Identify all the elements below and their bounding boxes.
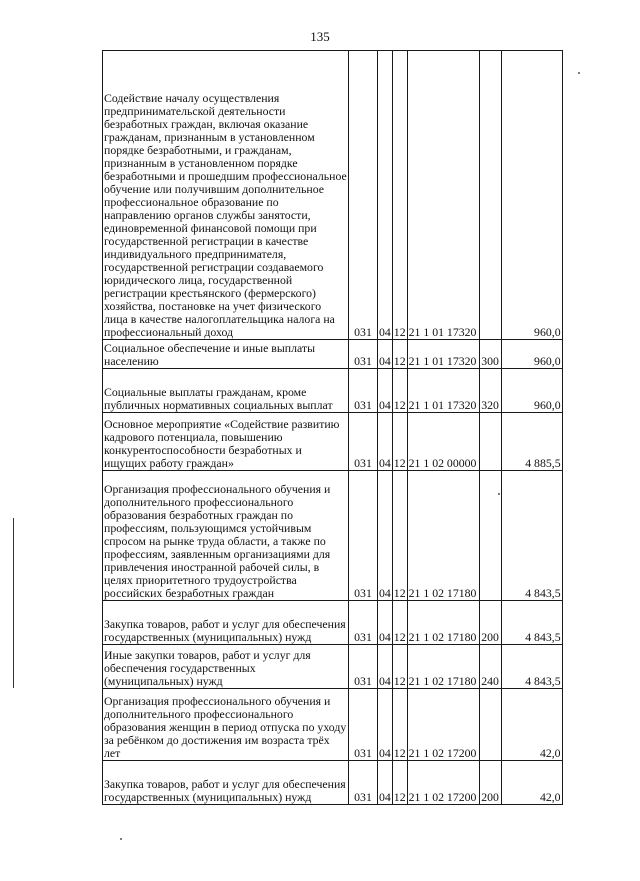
row-vr: 240 [479, 645, 501, 689]
row-ved: 031 [349, 689, 378, 761]
row-csr: 21 1 02 17180 [407, 471, 479, 601]
row-rz: 04 [378, 601, 393, 645]
row-pr: 12 [392, 689, 407, 761]
row-ved: 031 [349, 413, 378, 471]
row-name: Социальное обеспечение и иные выплаты населению [103, 340, 349, 369]
row-vr [479, 471, 501, 601]
scan-speck [120, 838, 122, 840]
row-csr: 21 1 01 17320 [407, 369, 479, 413]
row-ved: 031 [349, 340, 378, 369]
row-name: Организация профессионального обучения и дополнительного профессионального образования женщин в период отпуска по уходу за ребёнком до достижения им возраста трёх лет [103, 689, 349, 761]
row-csr: 21 1 02 17180 [407, 645, 479, 689]
row-pr: 12 [392, 761, 407, 805]
table-row [103, 601, 563, 645]
table-row [103, 471, 563, 601]
row-ved: 031 [349, 51, 378, 340]
row-vr [479, 51, 501, 340]
row-rz: 04 [378, 340, 393, 369]
row-csr: 21 1 01 17320 [407, 340, 479, 369]
scan-speck [578, 72, 580, 74]
table-row [103, 689, 563, 761]
row-rz: 04 [378, 761, 393, 805]
row-pr: 12 [392, 340, 407, 369]
budget-table [102, 50, 563, 805]
row-pr: 12 [392, 369, 407, 413]
table-row [103, 761, 563, 805]
row-name: Основное мероприятие «Содействие развитию кадрового потенциала, повышению конкурентоспособности безработных и ищущих работу граждан» [103, 413, 349, 471]
row-sum: 42,0 [501, 689, 562, 761]
table-row [103, 413, 563, 471]
table-row [103, 51, 563, 340]
row-rz: 04 [378, 471, 393, 601]
row-csr: 21 1 02 17180 [407, 601, 479, 645]
row-vr: 200 [479, 601, 501, 645]
table-row [103, 340, 563, 369]
row-sum: 960,0 [501, 340, 562, 369]
row-name: Социальные выплаты гражданам, кроме публичных нормативных социальных выплат [103, 369, 349, 413]
row-pr: 12 [392, 601, 407, 645]
row-vr: 300 [479, 340, 501, 369]
row-csr: 21 1 02 17200 [407, 689, 479, 761]
row-sum: 4 843,5 [501, 471, 562, 601]
row-rz: 04 [378, 689, 393, 761]
row-sum: 960,0 [501, 51, 562, 340]
row-rz: 04 [378, 413, 393, 471]
row-name: Организация профессионального обучения и дополнительного профессионального образования безработных граждан по профессиям, пользующимся устойчивым спросом на рынке труда области, а также по профессиям, заявленным организациями для привлечения иностранной рабочей силы, в целях приоритетного трудоустройства российских безработных граждан [103, 471, 349, 601]
row-name: Содействие началу осуществления предпринимательской деятельности безработных граждан, включая оказание гражданам, признанным в установленном порядке безработными, и гражданам, признанным в установленном порядке безработными и прошедшим профессиональное обучение или получившим дополнительное профессиональное образование по направлению органов службы занятости, единовременной финансовой помощи при государственной регистрации в качестве индивидуального предпринимателя, государственной регистрации создаваемого юридического лица, государственной регистрации крестьянского (фермерского) хозяйства, постановке на учет физического лица в качестве налогоплательщика налога на профессиональный доход [103, 51, 349, 340]
row-rz: 04 [378, 369, 393, 413]
row-ved: 031 [349, 369, 378, 413]
row-vr: 200 [479, 761, 501, 805]
row-ved: 031 [349, 601, 378, 645]
row-csr: 21 1 01 17320 [407, 51, 479, 340]
row-csr: 21 1 02 17200 [407, 761, 479, 805]
row-vr: 320 [479, 369, 501, 413]
row-name: Иные закупки товаров, работ и услуг для обеспечения государственных (муниципальных) нужд [103, 645, 349, 689]
row-sum: 960,0 [501, 369, 562, 413]
row-sum: 4 885,5 [501, 413, 562, 471]
page-number: 135 [310, 29, 330, 44]
row-ved: 031 [349, 645, 378, 689]
row-name: Закупка товаров, работ и услуг для обеспечения государственных (муниципальных) нужд [103, 601, 349, 645]
row-name: Закупка товаров, работ и услуг для обеспечения государственных (муниципальных) нужд [103, 761, 349, 805]
row-pr: 12 [392, 413, 407, 471]
table-row [103, 645, 563, 689]
row-rz: 04 [378, 51, 393, 340]
row-pr: 12 [392, 471, 407, 601]
table-row [103, 369, 563, 413]
row-pr: 12 [392, 645, 407, 689]
row-ved: 031 [349, 761, 378, 805]
row-sum: 4 843,5 [501, 645, 562, 689]
margin-mark [13, 518, 14, 688]
row-csr: 21 1 02 00000 [407, 413, 479, 471]
row-sum: 4 843,5 [501, 601, 562, 645]
row-rz: 04 [378, 645, 393, 689]
row-vr [479, 413, 501, 471]
row-pr: 12 [392, 51, 407, 340]
row-sum: 42,0 [501, 761, 562, 805]
row-vr [479, 689, 501, 761]
row-ved: 031 [349, 471, 378, 601]
